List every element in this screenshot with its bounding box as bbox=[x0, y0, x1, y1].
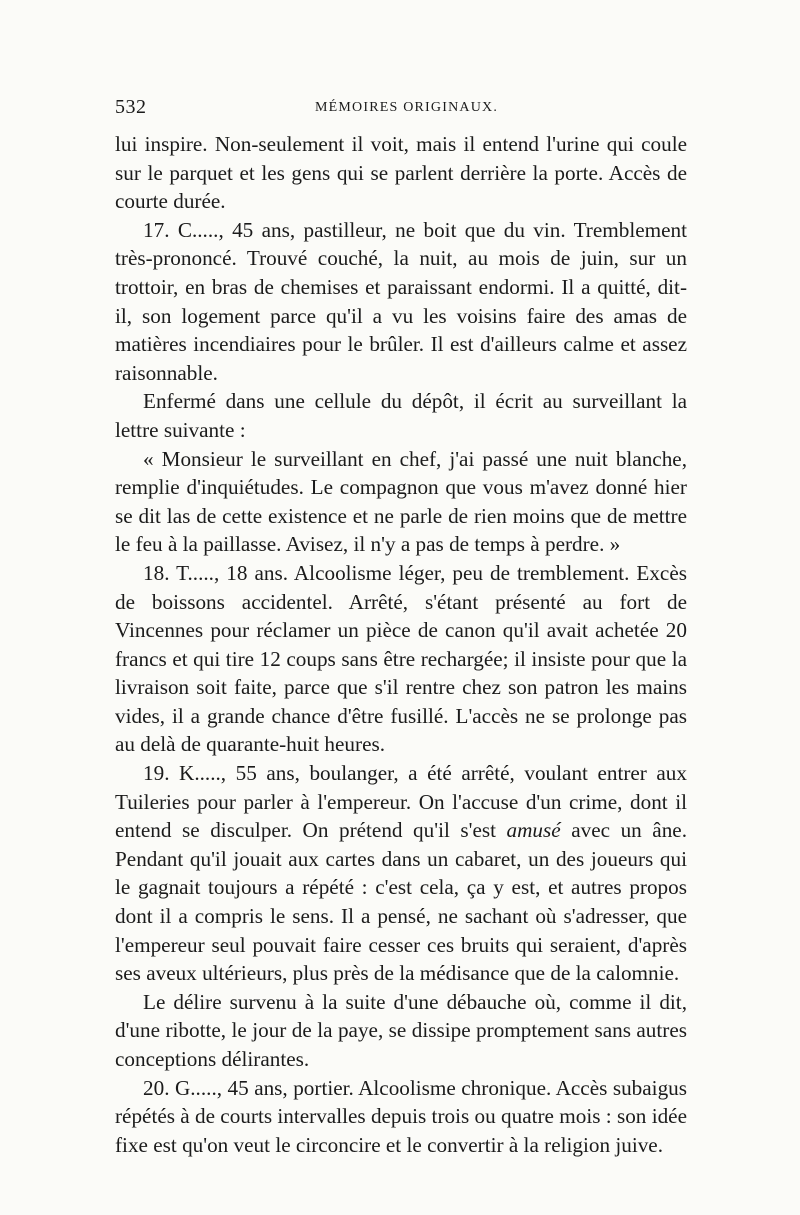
paragraph-continuation: lui inspire. Non-seulement il voit, mais il entend l'urine qui coule sur le parquet et les gens qui se parlent derrière la porte. Accès de courte durée. bbox=[115, 132, 687, 214]
case-17-letter-quote: « Monsieur le surveillant en chef, j'ai passé une nuit blanche, remplie d'inquiétudes. Le compagnon que vous m'avez donné hier se dit las de cette existence et ne parle de rien moins que de mettre le feu à la paillasse. Avisez, il n'y a pas de temps à perdre. » bbox=[115, 446, 687, 557]
case-17-paragraph: 17. C....., 45 ans, pastilleur, ne boit que du vin. Tremblement très-prononcé. Trouvé couché, la nuit, au mois de juin, sur un trottoir, en bras de chemises et paraissant endormi. Il a quitté, dit-il, son logement parce qu'il a vu les voisins faire des amas de matières incendiaires pour le brûler. Il est d'ailleurs calme et assez raisonnable. bbox=[115, 217, 687, 385]
page-number: 532 bbox=[115, 96, 147, 118]
case-19-paragraph bbox=[115, 759, 687, 988]
case-17-letter-intro: Enfermé dans une cellule du dépôt, il écrit au surveillant la lettre suivante : bbox=[115, 389, 687, 442]
case-18-paragraph: 18. T....., 18 ans. Alcoolisme léger, peu de tremblement. Excès de boissons accidentel. Arrêté, s'étant présenté au fort de Vincennes pour réclamer un pièce de canon qu'il avait achetée 20 francs et qui tire 12 coups sans être rechargée; il insiste pour que la livraison soit faite, parce que s'il rentre chez son patron les mains vides, il a grande chance d'être fusillé. L'accès ne se prolonge pas au delà de quarante-huit heures. bbox=[115, 560, 687, 757]
case-19-text-start: 19. K....., 55 ans, boulanger, a été arrêté, voulant entrer aux Tuileries pour parler à l'empereur. On l'accuse d'un crime, dont il entend se disculper. On prétend qu'il s'est bbox=[115, 761, 687, 843]
case-19-text-end: avec un âne. Pendant qu'il jouait aux cartes dans un cabaret, un des joueurs qui le gagnait toujours a répété : c'est cela, ça y est, et autres propos dont il a compris le sens. Il a pensé, ne sachant où s'adresser, que l'empereur seul pouvait faire cesser ces bruits qui seraient, d'après ses aveux ultérieurs, plus près de la médisance que de la calomnie. bbox=[115, 818, 687, 986]
case-20-paragraph: 20. G....., 45 ans, portier. Alcoolisme chronique. Accès subaigus répétés à de courts intervalles depuis trois ou quatre mois : son idée fixe est qu'on veut le circoncire et le convertir à la religion juive. bbox=[115, 1075, 687, 1157]
case-19-italic-word: amusé bbox=[506, 818, 561, 843]
running-head bbox=[115, 96, 685, 126]
running-title: MÉMOIRES ORIGINAUX. bbox=[315, 100, 499, 115]
body-text bbox=[115, 130, 687, 1159]
case-19-conclusion: Le délire survenu à la suite d'une débauche où, comme il dit, d'une ribotte, le jour de la paye, se dissipe promptement sans autres conceptions délirantes. bbox=[115, 989, 687, 1071]
